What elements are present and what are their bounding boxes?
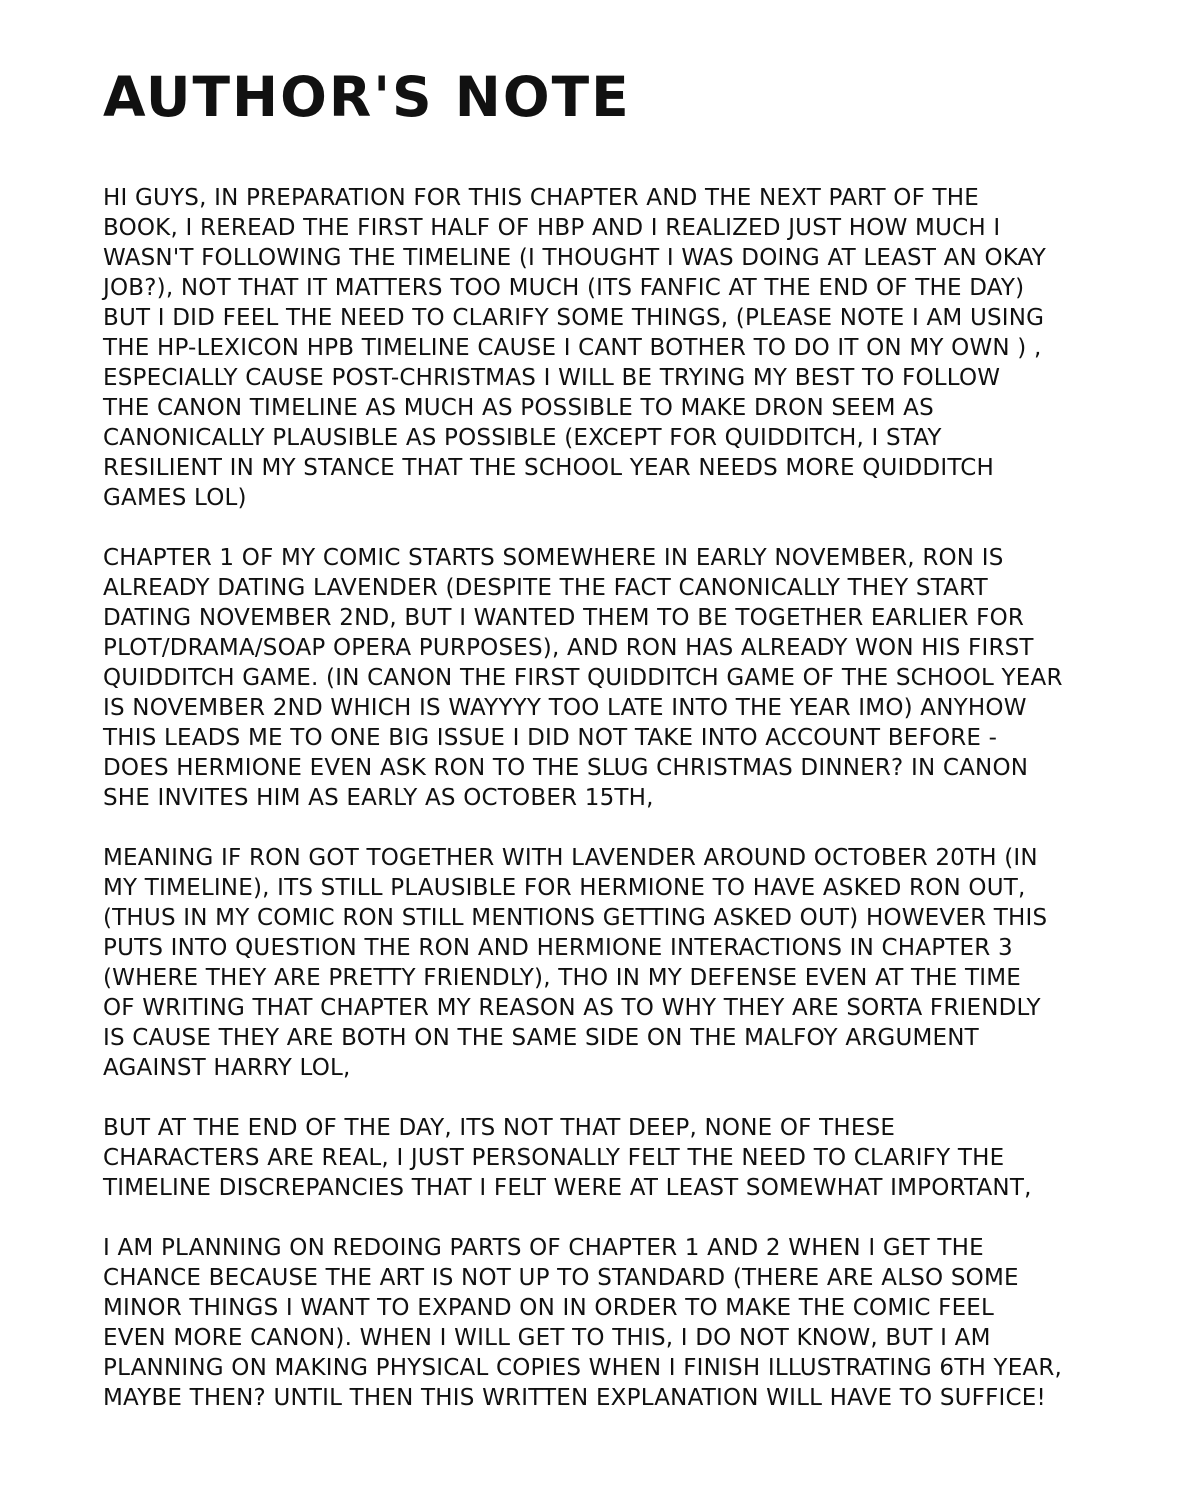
text-line: ESPECIALLY CAUSE POST-CHRISTMAS I WILL BE TRYING MY BEST TO FOLLOW xyxy=(103,365,1001,391)
text-line: I AM PLANNING ON REDOING PARTS OF CHAPTER 1 AND 2 WHEN I GET THE xyxy=(103,1235,984,1261)
text-line: ALREADY DATING LAVENDER (DESPITE THE FACT CANONICALLY THEY START xyxy=(103,575,988,601)
text-line: BUT AT THE END OF THE DAY, ITS NOT THAT DEEP, NONE OF THESE xyxy=(103,1115,896,1141)
text-line: MEANING IF RON GOT TOGETHER WITH LAVENDER AROUND OCTOBER 20TH (IN xyxy=(103,845,1038,871)
text-line: MINOR THINGS I WANT TO EXPAND ON IN ORDER TO MAKE THE COMIC FEEL xyxy=(103,1295,995,1321)
text-line: OF WRITING THAT CHAPTER MY REASON AS TO WHY THEY ARE SORTA FRIENDLY xyxy=(103,995,1041,1021)
text-line: (THUS IN MY COMIC RON STILL MENTIONS GETTING ASKED OUT) HOWEVER THIS xyxy=(103,905,1048,931)
text-line: IS NOVEMBER 2ND WHICH IS WAYYYY TOO LATE INTO THE YEAR IMO) ANYHOW xyxy=(103,695,1027,721)
paragraph-2 xyxy=(103,543,1123,813)
text-line: HI GUYS, IN PREPARATION FOR THIS CHAPTER AND THE NEXT PART OF THE xyxy=(103,185,979,211)
text-line: CHAPTER 1 OF MY COMIC STARTS SOMEWHERE IN EARLY NOVEMBER, RON IS xyxy=(103,545,1004,571)
text-line: EVEN MORE CANON). WHEN I WILL GET TO THIS, I DO NOT KNOW, BUT I AM xyxy=(103,1325,991,1351)
text-line: PLANNING ON MAKING PHYSICAL COPIES WHEN I FINISH ILLUSTRATING 6TH YEAR, xyxy=(103,1355,1063,1381)
text-line: WASN'T FOLLOWING THE TIMELINE (I THOUGHT I WAS DOING AT LEAST AN OKAY xyxy=(103,245,1047,271)
text-line: TIMELINE DISCREPANCIES THAT I FELT WERE AT LEAST SOMEWHAT IMPORTANT, xyxy=(103,1175,1032,1201)
note-body xyxy=(103,183,1123,1443)
text-line: SHE INVITES HIM AS EARLY AS OCTOBER 15TH, xyxy=(103,785,654,811)
text-line: THE CANON TIMELINE AS MUCH AS POSSIBLE TO MAKE DRON SEEM AS xyxy=(103,395,934,421)
text-line: JOB?), NOT THAT IT MATTERS TOO MUCH (ITS FANFIC AT THE END OF THE DAY) xyxy=(103,275,1025,301)
text-line: QUIDDITCH GAME. (IN CANON THE FIRST QUIDDITCH GAME OF THE SCHOOL YEAR xyxy=(103,665,1063,691)
text-line: THE HP-LEXICON HPB TIMELINE CAUSE I CANT BOTHER TO DO IT ON MY OWN ) , xyxy=(103,335,1042,361)
text-line: IS CAUSE THEY ARE BOTH ON THE SAME SIDE ON THE MALFOY ARGUMENT xyxy=(103,1025,979,1051)
text-line: PLOT/DRAMA/SOAP OPERA PURPOSES), AND RON HAS ALREADY WON HIS FIRST xyxy=(103,635,1034,661)
text-line: BUT I DID FEEL THE NEED TO CLARIFY SOME THINGS, (PLEASE NOTE I AM USING xyxy=(103,305,1045,331)
paragraph-5 xyxy=(103,1233,1123,1413)
text-line: THIS LEADS ME TO ONE BIG ISSUE I DID NOT TAKE INTO ACCOUNT BEFORE - xyxy=(103,725,998,751)
text-line: DOES HERMIONE EVEN ASK RON TO THE SLUG CHRISTMAS DINNER? IN CANON xyxy=(103,755,1029,781)
text-line: CHANCE BECAUSE THE ART IS NOT UP TO STANDARD (THERE ARE ALSO SOME xyxy=(103,1265,1019,1291)
paragraph-3 xyxy=(103,843,1123,1083)
text-line: MAYBE THEN? UNTIL THEN THIS WRITTEN EXPLANATION WILL HAVE TO SUFFICE! xyxy=(103,1385,1046,1411)
text-line: BOOK, I REREAD THE FIRST HALF OF HBP AND I REALIZED JUST HOW MUCH I xyxy=(103,215,1001,241)
page-title: AUTHOR'S NOTE xyxy=(103,65,631,129)
paragraph-1 xyxy=(103,183,1123,513)
text-line: CANONICALLY PLAUSIBLE AS POSSIBLE (EXCEPT FOR QUIDDITCH, I STAY xyxy=(103,425,942,451)
text-line: GAMES LOL) xyxy=(103,485,247,511)
paragraph-4 xyxy=(103,1113,1123,1203)
text-line: RESILIENT IN MY STANCE THAT THE SCHOOL YEAR NEEDS MORE QUIDDITCH xyxy=(103,455,994,481)
text-line: (WHERE THEY ARE PRETTY FRIENDLY), THO IN MY DEFENSE EVEN AT THE TIME xyxy=(103,965,1021,991)
text-line: AGAINST HARRY LOL, xyxy=(103,1055,351,1081)
text-line: MY TIMELINE), ITS STILL PLAUSIBLE FOR HERMIONE TO HAVE ASKED RON OUT, xyxy=(103,875,1026,901)
text-line: PUTS INTO QUESTION THE RON AND HERMIONE INTERACTIONS IN CHAPTER 3 xyxy=(103,935,1013,961)
text-line: DATING NOVEMBER 2ND, BUT I WANTED THEM TO BE TOGETHER EARLIER FOR xyxy=(103,605,1025,631)
text-line: CHARACTERS ARE REAL, I JUST PERSONALLY FELT THE NEED TO CLARIFY THE xyxy=(103,1145,1005,1171)
